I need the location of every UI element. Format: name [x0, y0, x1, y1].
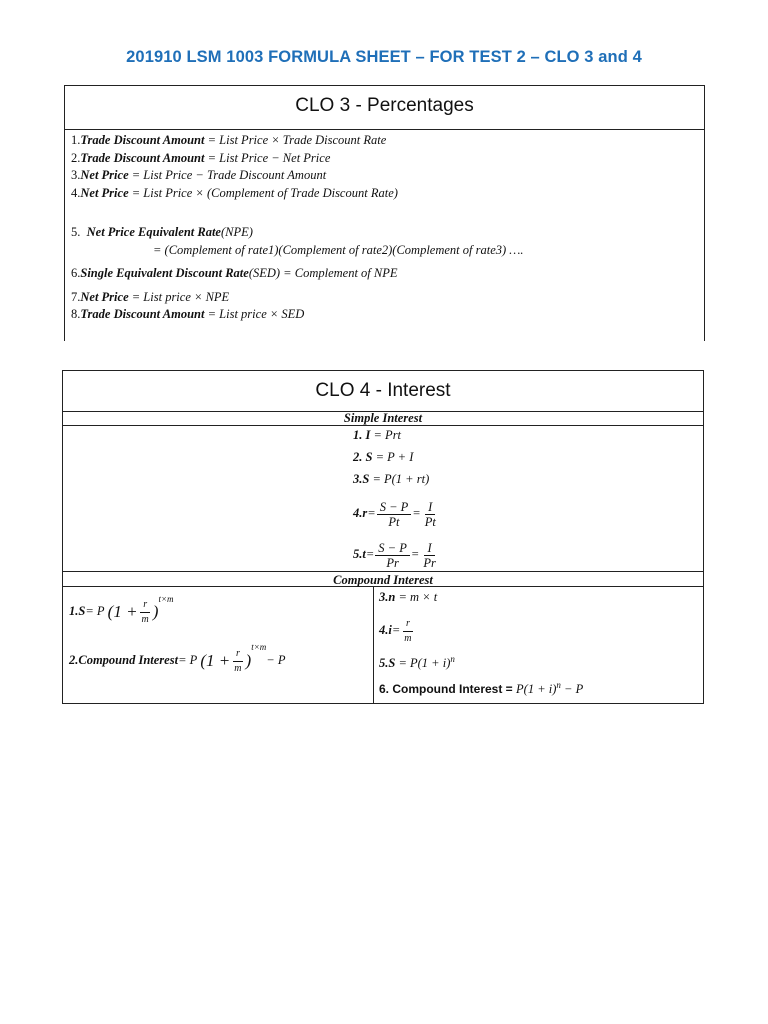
fraction: $\frac{r}{m}$	[234, 647, 242, 674]
simple-formula-3: 3.S = P(1 + rt)	[353, 472, 430, 486]
compound-formula-2: 2. Compound Interest = P (1 + $\frac{r}{m}$ ) $^{t\times m}$ − P	[69, 642, 286, 674]
simple-interest-header: Simple Interest	[63, 412, 703, 426]
formula-4: 4.Net Price = List Price × (Complement of Trade Discount Rate)	[71, 185, 398, 200]
simple-interest-formulas	[353, 427, 553, 575]
formula-1: 1.Trade Discount Amount = List Price × Trade Discount Rate	[71, 133, 387, 147]
simple-formula-1: 1. I = Prt	[353, 428, 402, 442]
simple-formula-2: 2. S = P + I	[353, 450, 414, 464]
compound-right	[379, 589, 699, 699]
compound-formula-5: $5.S = P(1 + i)^n$	[379, 654, 455, 671]
fraction: $\frac{I}{Pr}$	[423, 540, 436, 570]
clo4-header: CLO 4 - Interest	[63, 371, 703, 412]
formula-8: 8.Trade Discount Amount = List price × SED	[71, 307, 305, 321]
compound-left	[69, 591, 369, 683]
compound-interest-header: Compound Interest	[63, 571, 703, 587]
clo3-section	[64, 85, 705, 341]
formula-2: 2.Trade Discount Amount = List Price − Net Price	[71, 150, 331, 165]
formula-5-continued: = (Complement of rate1)(Complement of rate2)(Complement of rate3) ….	[153, 242, 524, 257]
clo3-header: CLO 3 - Percentages	[65, 86, 704, 130]
compound-formula-6: 6. Compound Interest = $P(1 + i)^n - P$	[379, 680, 584, 697]
fraction: $\frac{S - P}{Pr}$	[375, 541, 410, 570]
clo4-section	[62, 370, 704, 704]
clo3-formulas	[71, 132, 701, 324]
simple-formula-5: 5. t = $\frac{S - P}{Pr}$ = $\frac{I}{Pr}$	[353, 535, 553, 575]
fraction: $\frac{r}{m}$	[404, 617, 412, 644]
simple-formula-4: 4. r = $\frac{S - P}{Pt}$ = $\frac{I}{Pt}$	[353, 493, 553, 535]
formula-5: 5. Net Price Equivalent Rate(NPE)	[71, 225, 253, 239]
formula-6: 6.Single Equivalent Discount Rate(SED) = Complement of NPE	[71, 266, 398, 280]
compound-formula-4: 4. i = $\frac{r}{m}$	[379, 611, 699, 651]
formula-3: 3.Net Price = List Price − Trade Discount Amount	[71, 168, 327, 182]
compound-formula-3: 3.n = m × t	[379, 590, 438, 604]
formula-7: 7.Net Price = List price × NPE	[71, 289, 230, 304]
fraction: $\frac{I}{Pt}$	[424, 499, 436, 529]
fraction: $\frac{r}{m}$	[141, 598, 149, 625]
compound-formula-1: 1. S = P (1 + $\frac{r}{m}$ ) $^{t\times m}$	[69, 594, 174, 625]
fraction: $\frac{S - P}{Pt}$	[377, 500, 412, 529]
page-title: 201910 LSM 1003 FORMULA SHEET – FOR TEST 2 – CLO 3 and 4	[126, 48, 642, 66]
compound-divider	[373, 587, 374, 703]
